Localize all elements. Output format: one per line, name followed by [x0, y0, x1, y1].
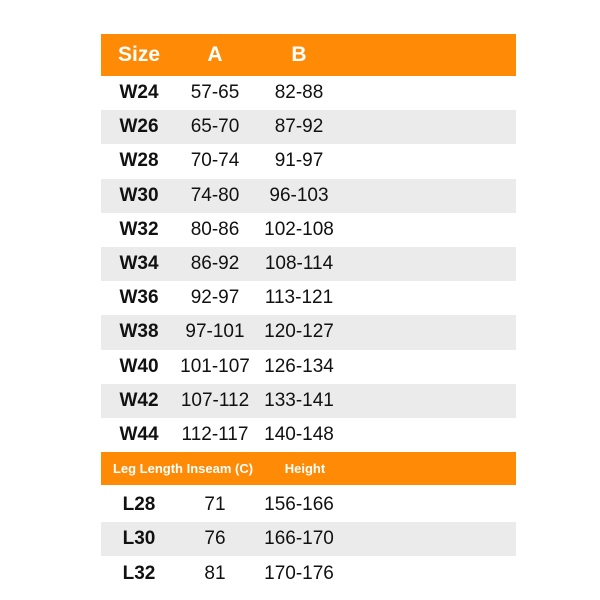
- size-cell: W24: [119, 82, 159, 104]
- header-a: A: [207, 43, 223, 66]
- size-cell: L30: [122, 528, 156, 550]
- table-row: [101, 488, 516, 522]
- size-cell: W28: [119, 150, 159, 172]
- height-cell: 170-176: [264, 562, 334, 584]
- header-inseam: Leg Length Inseam (C): [112, 461, 254, 477]
- b-cell: 108-114: [264, 253, 334, 275]
- size-cell: W26: [119, 116, 159, 138]
- size-cell: W30: [119, 184, 159, 206]
- table-row: [101, 144, 516, 178]
- table-row: [101, 350, 516, 384]
- table-row: [101, 384, 516, 418]
- b-cell: 133-141: [264, 389, 334, 411]
- b-cell: 102-108: [264, 218, 334, 240]
- a-cell: 101-107: [180, 355, 250, 377]
- height-cell: 156-166: [264, 494, 334, 516]
- size-cell: L32: [122, 562, 156, 584]
- header-height: Height: [284, 461, 326, 477]
- size-cell: W36: [119, 287, 159, 309]
- header-size: Size: [117, 43, 161, 66]
- size-chart: [101, 34, 516, 591]
- inseam-cell: 71: [204, 494, 226, 516]
- a-cell: 74-80: [190, 184, 240, 206]
- b-cell: 82-88: [274, 82, 324, 104]
- a-cell: 86-92: [190, 253, 240, 275]
- size-cell: W44: [119, 423, 159, 445]
- table-row: [101, 76, 516, 110]
- a-cell: 80-86: [190, 218, 240, 240]
- table-row: [101, 522, 516, 556]
- table-row: [101, 110, 516, 144]
- size-cell: L28: [122, 494, 156, 516]
- b-cell: 87-92: [274, 116, 324, 138]
- height-cell: 166-170: [264, 528, 334, 550]
- size-cell: W34: [119, 253, 159, 275]
- a-cell: 70-74: [190, 150, 240, 172]
- header-b: B: [291, 43, 307, 66]
- b-cell: 96-103: [269, 184, 329, 206]
- inseam-cell: 81: [204, 562, 226, 584]
- table-row: [101, 213, 516, 247]
- a-cell: 65-70: [190, 116, 240, 138]
- size-cell: W38: [119, 321, 159, 343]
- table-row: [101, 315, 516, 349]
- size-cell: W32: [119, 218, 159, 240]
- b-cell: 126-134: [264, 355, 334, 377]
- a-cell: 92-97: [190, 287, 240, 309]
- inseam-cell: 76: [204, 528, 226, 550]
- a-cell: 107-112: [180, 389, 250, 411]
- b-cell: 113-121: [264, 287, 334, 309]
- table-row: [101, 281, 516, 315]
- table-row: [101, 556, 516, 590]
- a-cell: 112-117: [181, 423, 249, 445]
- table-row: [101, 179, 516, 213]
- b-cell: 120-127: [264, 321, 334, 343]
- size-cell: W40: [119, 355, 159, 377]
- size-table-header: [101, 34, 516, 76]
- b-cell: 91-97: [274, 150, 324, 172]
- a-cell: 57-65: [190, 82, 240, 104]
- b-cell: 140-148: [264, 423, 334, 445]
- table-row: [101, 418, 516, 452]
- leg-length-header: [101, 452, 516, 485]
- size-cell: W42: [119, 389, 159, 411]
- table-row: [101, 247, 516, 281]
- a-cell: 97-101: [185, 321, 245, 343]
